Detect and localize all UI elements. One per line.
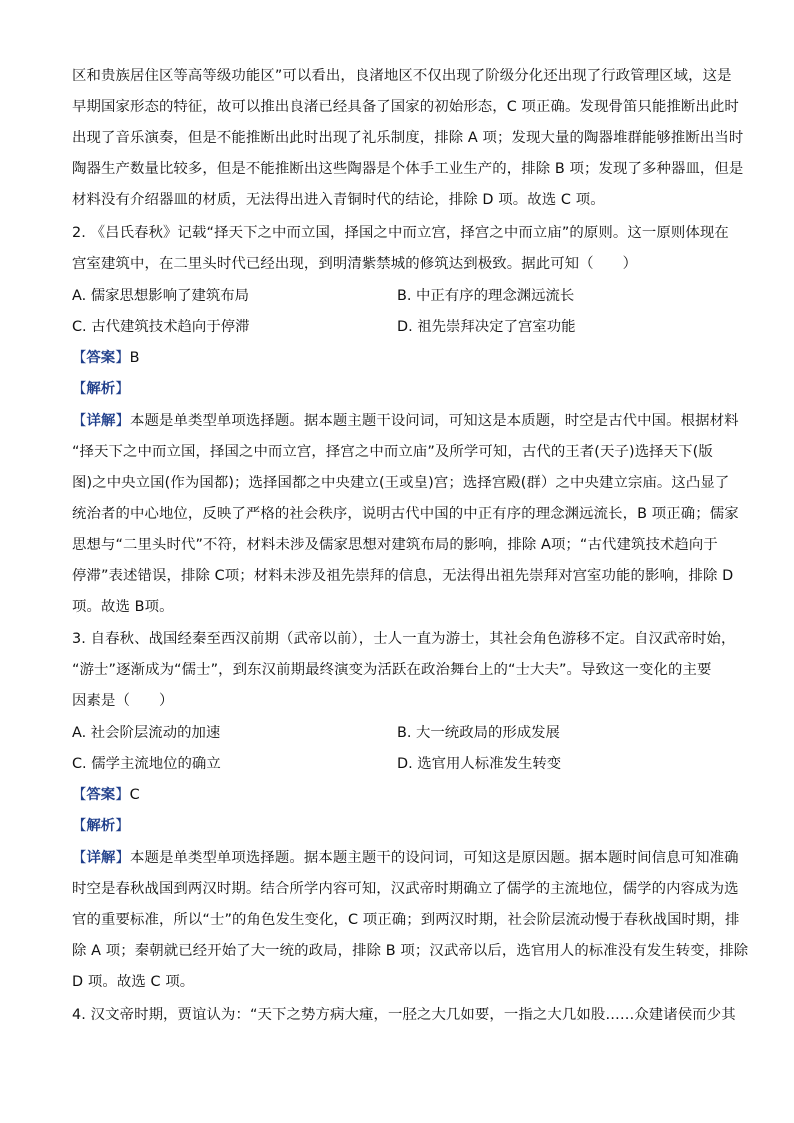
q2-option-c: C. 古代建筑技术趋向于停滞 <box>72 319 250 335</box>
q2-answer: 【答案】B <box>72 350 140 366</box>
answer-value: C <box>129 787 140 803</box>
detail-text: 本题是单类型单项选择题。据本题主题干设问词，可知这是本质题，时空是古代中国。根据材料 <box>129 413 739 429</box>
q3-detail-line: D 项。故选 C 项。 <box>72 974 195 990</box>
analysis-label: 解析 <box>86 381 116 397</box>
intro-line: 出现了音乐演奏，但是不能推断出此时出现了礼乐制度，排除 A 项；发现大量的陶器堆群能够推断出当时 <box>72 130 744 146</box>
q3-detail-line: 官的重要标准，所以“士”的角色发生变化，C 项正确；到两汉时期，社会阶层流动慢于春秋战国时期，排 <box>72 912 740 928</box>
question-3-stem: “游士”逐渐成为“儒士”，到东汉前期最终演变为活跃在政治舞台上的“士大夫”。导致这一变化的主要 <box>72 662 712 678</box>
q2-detail-line: 思想与“二里头时代”不符，材料未涉及儒家思想对建筑布局的影响，排除 A项；“古代建筑技术趋向于 <box>72 537 718 553</box>
q2-analysis-heading: 【解析】 <box>72 381 130 397</box>
q3-option-b: B. 大一统政局的形成发展 <box>397 725 560 741</box>
answer-label: 答案 <box>86 787 116 803</box>
q2-detail-line: 停滞”表述错误，排除 C项；材料未涉及祖先崇拜的信息，无法得出祖先崇拜对宫室功能的影响，排除 D <box>72 568 734 584</box>
q2-option-d: D. 祖先崇拜决定了宫室功能 <box>397 319 576 335</box>
answer-value: B <box>129 350 140 366</box>
detail-text: 本题是单类型单项选择题。据本题主题干的设问词，可知这是原因题。据本题时间信息可知准确 <box>129 850 739 866</box>
q3-option-d: D. 选官用人标准发生转变 <box>397 756 562 772</box>
q3-answer: 【答案】C <box>72 787 140 803</box>
q2-option-a: A. 儒家思想影响了建筑布局 <box>72 288 250 304</box>
analysis-label: 解析 <box>86 818 116 834</box>
intro-line: 材料没有介绍器皿的材质，无法得出进入青铜时代的结论，排除 D 项。故选 C 项。 <box>72 192 605 208</box>
q2-detail-line: 【详解】本题是单类型单项选择题。据本题主题干设问词，可知这是本质题，时空是古代中国。根据材料 <box>72 413 739 429</box>
detail-label: 详解 <box>86 413 116 429</box>
q2-option-b: B. 中正有序的理念渊远流长 <box>397 288 575 304</box>
intro-line: 陶器生产数量比较多，但是不能推断出这些陶器是个体手工业生产的，排除 B 项；发现了多种器皿，但是 <box>72 161 744 177</box>
question-4-stem: 4. 汉文帝时期，贾谊认为：“天下之势方病大瘇，一胫之大几如要，一指之大几如股……众建诸侯而少其 <box>72 1007 736 1023</box>
question-2-stem: 2. 《吕氏春秋》记载“择天下之中而立国，择国之中而立宫，择宫之中而立庙”的原则。这一原则体现在 <box>72 225 729 241</box>
question-2-stem: 宫室建筑中，在二里头时代已经出现，到明清紫禁城的修筑达到极致。据此可知（ ） <box>72 256 638 272</box>
intro-line: 早期国家形态的特征，故可以推出良渚已经具备了国家的初始形态，C 项正确。发现骨笛只能推断出此时 <box>72 99 739 115</box>
q3-option-a: A. 社会阶层流动的加速 <box>72 725 221 741</box>
q2-detail-line: 项。故选 B项。 <box>72 599 174 615</box>
q2-detail-line: 统治者的中心地位，反映了严格的社会秩序，说明古代中国的中正有序的理念渊远流长，B 项正确；儒家 <box>72 506 739 522</box>
detail-label: 详解 <box>86 850 116 866</box>
intro-line: 区和贵族居住区等高等级功能区”可以看出，良渚地区不仅出现了阶级分化还出现了行政管理区域，这是 <box>72 68 732 84</box>
q3-detail-line: 【详解】本题是单类型单项选择题。据本题主题干的设问词，可知这是原因题。据本题时间信息可知准确 <box>72 850 739 866</box>
q3-detail-line: 时空是春秋战国到两汉时期。结合所学内容可知，汉武帝时期确立了儒学的主流地位，儒学的内容成为选 <box>72 881 739 897</box>
q2-detail-line: “择天下之中而立国，择国之中而立宫，择宫之中而立庙”及所学可知，古代的王者(天子)选择天下(版 <box>72 444 713 460</box>
q3-detail-line: 除 A 项；秦朝就已经开始了大一统的政局，排除 B 项；汉武帝以后，选官用人的标准没有发生转变，排除 <box>72 943 749 959</box>
answer-label: 答案 <box>86 350 116 366</box>
q2-detail-line: 图)之中央立国(作为国都)；选择国都之中央建立(王或皇)宫；选择宫殿(群）之中央建立宗庙。这凸显了 <box>72 475 730 491</box>
q3-option-c: C. 儒学主流地位的确立 <box>72 756 221 772</box>
question-3-stem: 因素是（ ） <box>72 693 174 709</box>
q3-analysis-heading: 【解析】 <box>72 818 130 834</box>
question-3-stem: 3. 自春秋、战国经秦至西汉前期（武帝以前），士人一直为游士，其社会角色游移不定。自汉武帝时始， <box>72 631 736 647</box>
